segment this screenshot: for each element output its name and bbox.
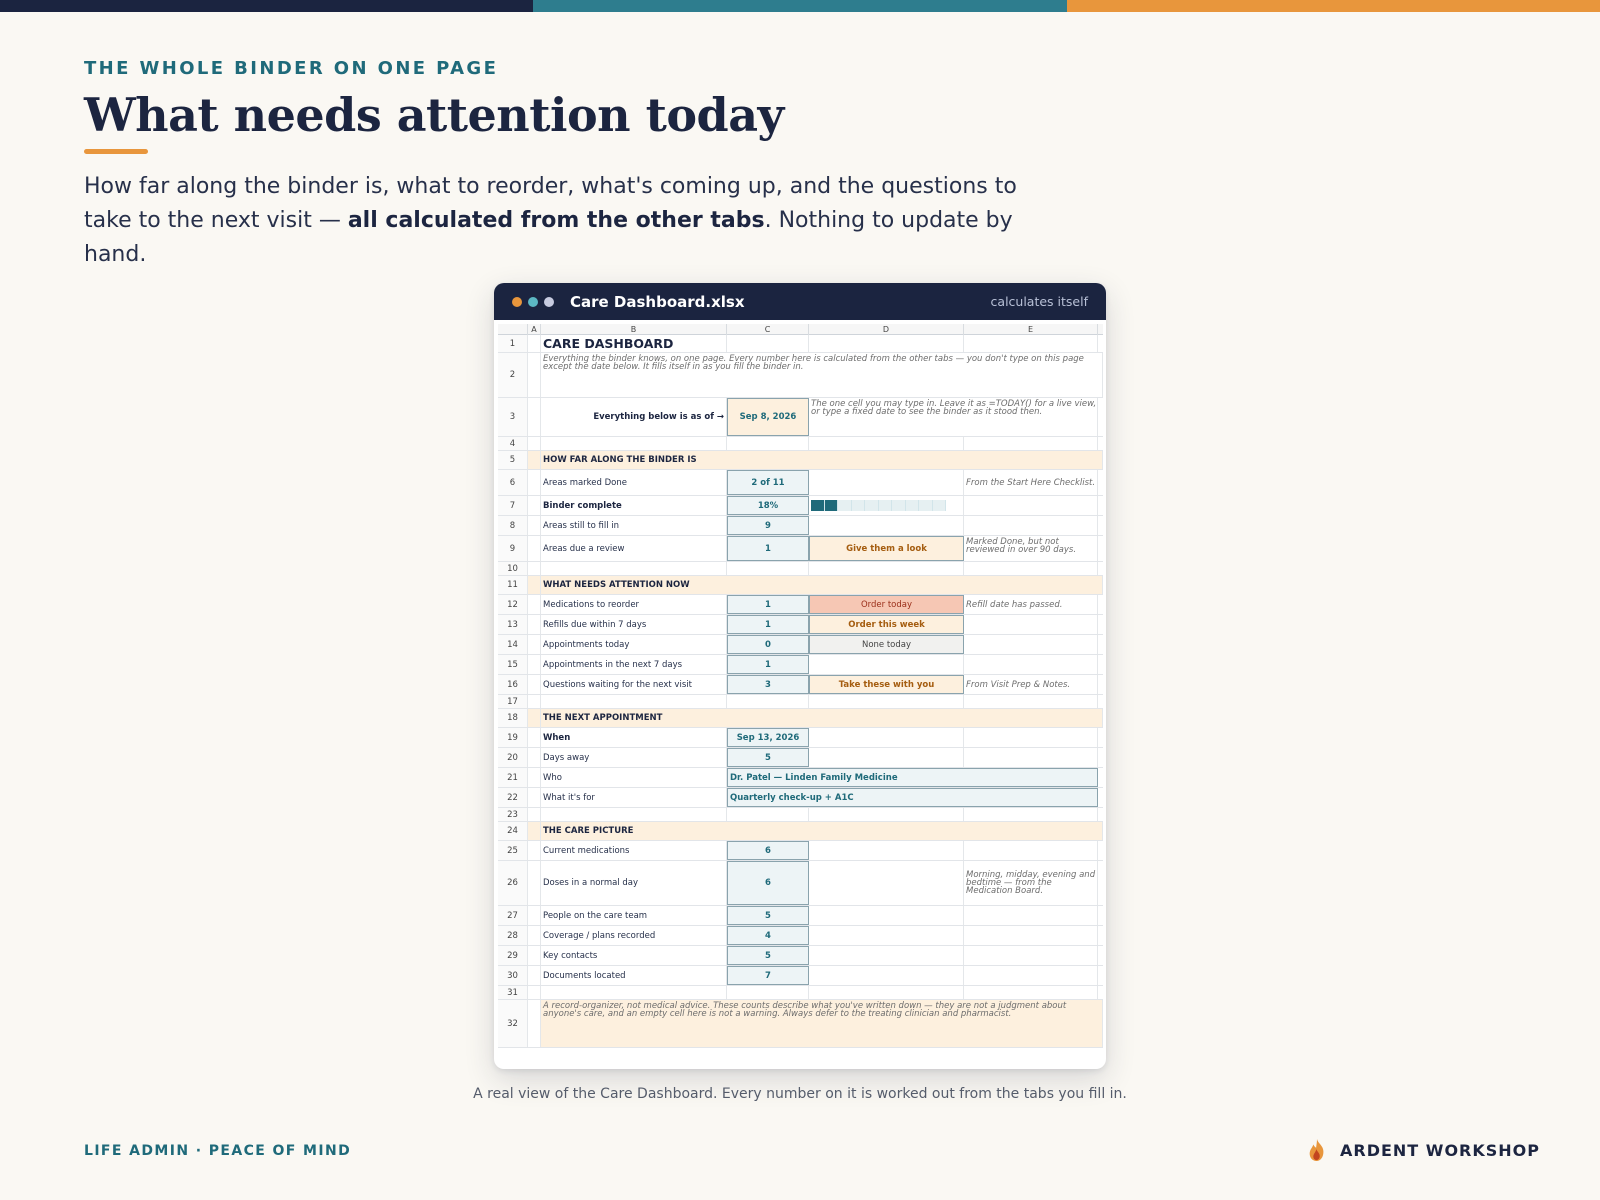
sheet-row bbox=[498, 496, 1103, 516]
cell[interactable] bbox=[528, 709, 541, 727]
cell[interactable] bbox=[528, 906, 541, 925]
progress-segment-empty bbox=[852, 500, 866, 511]
row-label[interactable]: Documents located bbox=[541, 966, 727, 985]
cell[interactable] bbox=[809, 926, 964, 945]
status-badge[interactable]: Take these with you bbox=[809, 675, 964, 694]
progress-segment-empty bbox=[879, 500, 893, 511]
sheet-row bbox=[498, 728, 1103, 748]
row-number[interactable]: 9 bbox=[498, 536, 528, 561]
section-header-row bbox=[498, 576, 1103, 595]
cell[interactable] bbox=[528, 335, 541, 352]
value-cell[interactable]: 1 bbox=[727, 536, 809, 561]
sheet-row bbox=[498, 353, 1103, 398]
appointment-who-cell[interactable]: Dr. Patel — Linden Family Medicine bbox=[727, 768, 1098, 787]
row-number[interactable]: 12 bbox=[498, 595, 528, 614]
cell[interactable] bbox=[528, 615, 541, 634]
cell[interactable] bbox=[964, 496, 1098, 515]
row-label[interactable]: Binder complete bbox=[541, 496, 727, 515]
cell[interactable] bbox=[809, 655, 964, 674]
cell[interactable] bbox=[964, 986, 1098, 999]
cell[interactable] bbox=[964, 926, 1098, 945]
cell[interactable] bbox=[528, 470, 541, 495]
cell[interactable] bbox=[809, 861, 964, 905]
footer-tagline: LIFE ADMIN · PEACE OF MIND bbox=[84, 1143, 352, 1159]
sheet-row bbox=[498, 966, 1103, 986]
status-badge[interactable]: Order this week bbox=[809, 615, 964, 634]
cell[interactable] bbox=[528, 695, 541, 708]
as-of-date-input[interactable]: Sep 8, 2026 bbox=[727, 398, 809, 436]
row-number[interactable]: 30 bbox=[498, 966, 528, 985]
progress-segment-empty bbox=[892, 500, 906, 511]
row-label[interactable]: Current medications bbox=[541, 841, 727, 860]
sheet-row bbox=[498, 695, 1103, 709]
status-badge[interactable]: None today bbox=[809, 635, 964, 654]
cell[interactable] bbox=[528, 496, 541, 515]
value-cell[interactable]: 0 bbox=[727, 635, 809, 654]
top-bar-orange-segment bbox=[1067, 0, 1600, 12]
column-header-row bbox=[498, 324, 1103, 335]
sheet-row bbox=[498, 335, 1103, 353]
cell[interactable] bbox=[964, 728, 1098, 747]
row-number[interactable]: 24 bbox=[498, 822, 528, 840]
section-header-row bbox=[498, 822, 1103, 841]
as-of-label[interactable]: Everything below is as of → bbox=[541, 398, 727, 436]
row-label[interactable]: Questions waiting for the next visit bbox=[541, 675, 727, 694]
sheet-row bbox=[498, 437, 1103, 451]
cell[interactable] bbox=[528, 748, 541, 767]
corner-cell[interactable] bbox=[498, 324, 528, 335]
row-number[interactable]: 32 bbox=[498, 1000, 528, 1047]
sheet-row bbox=[498, 1000, 1103, 1048]
section-title[interactable]: THE CARE PICTURE bbox=[541, 822, 1103, 840]
cell[interactable] bbox=[809, 966, 964, 985]
cell[interactable] bbox=[727, 986, 809, 999]
row-number[interactable]: 23 bbox=[498, 808, 528, 821]
row-number[interactable]: 8 bbox=[498, 516, 528, 535]
progress-segment-empty bbox=[933, 500, 947, 511]
section-title[interactable]: THE NEXT APPOINTMENT bbox=[541, 709, 1103, 727]
sheet-row bbox=[498, 841, 1103, 861]
cell[interactable] bbox=[964, 808, 1098, 821]
cell[interactable] bbox=[964, 946, 1098, 965]
value-cell[interactable]: 3 bbox=[727, 675, 809, 694]
value-cell[interactable]: Sep 13, 2026 bbox=[727, 728, 809, 747]
cell[interactable] bbox=[809, 748, 964, 767]
intro-note[interactable]: Everything the binder knows, on one page. Every number here is calculated from the other tabs — you don't type on this page except the date below. It fills itself in as you fill the binder in. bbox=[541, 353, 1103, 397]
cell[interactable] bbox=[809, 335, 964, 352]
cell[interactable] bbox=[964, 906, 1098, 925]
status-badge[interactable]: Order today bbox=[809, 595, 964, 614]
as-of-note[interactable]: The one cell you may type in. Leave it as =TODAY() for a live view, or type a fixed date to see the binder as it stood then. bbox=[809, 398, 1098, 436]
value-cell[interactable]: 7 bbox=[727, 966, 809, 985]
window-titlebar bbox=[494, 283, 1106, 320]
row-label[interactable]: When bbox=[541, 728, 727, 747]
spreadsheet-grid bbox=[498, 324, 1103, 1048]
row-label[interactable]: Days away bbox=[541, 748, 727, 767]
sheet-row bbox=[498, 536, 1103, 562]
cell[interactable] bbox=[964, 655, 1098, 674]
footer-brand bbox=[1306, 1138, 1540, 1162]
progress-segment-empty bbox=[838, 500, 852, 511]
row-number[interactable]: 4 bbox=[498, 437, 528, 450]
section-title[interactable]: HOW FAR ALONG THE BINDER IS bbox=[541, 451, 1103, 469]
cell[interactable] bbox=[541, 562, 727, 575]
row-label[interactable]: Areas marked Done bbox=[541, 470, 727, 495]
row-number[interactable]: 2 bbox=[498, 353, 528, 397]
row-label[interactable]: What it's for bbox=[541, 788, 727, 807]
cell[interactable] bbox=[541, 986, 727, 999]
progress-segment-empty bbox=[906, 500, 920, 511]
cell[interactable] bbox=[528, 926, 541, 945]
sheet-row bbox=[498, 986, 1103, 1000]
cell[interactable] bbox=[964, 966, 1098, 985]
cell[interactable] bbox=[727, 437, 809, 450]
row-number[interactable]: 26 bbox=[498, 861, 528, 905]
sheet-row bbox=[498, 470, 1103, 496]
page-title: What needs attention today bbox=[84, 88, 784, 142]
cell[interactable] bbox=[528, 655, 541, 674]
column-header-d[interactable]: D bbox=[809, 324, 964, 335]
binder-progress-bar bbox=[809, 496, 964, 515]
cell[interactable] bbox=[809, 437, 964, 450]
row-number[interactable]: 14 bbox=[498, 635, 528, 654]
sheet-row bbox=[498, 595, 1103, 615]
lede-bold: all calculated from the other tabs bbox=[347, 208, 765, 233]
sheet-row bbox=[498, 615, 1103, 635]
cell[interactable] bbox=[528, 841, 541, 860]
row-number[interactable]: 17 bbox=[498, 695, 528, 708]
value-cell[interactable]: 5 bbox=[727, 906, 809, 925]
sheet-row bbox=[498, 398, 1103, 437]
column-header-e[interactable]: E bbox=[964, 324, 1098, 335]
row-label[interactable]: Appointments today bbox=[541, 635, 727, 654]
sheet-row bbox=[498, 768, 1103, 788]
value-cell[interactable]: 5 bbox=[727, 748, 809, 767]
cell[interactable] bbox=[809, 695, 964, 708]
cell[interactable] bbox=[964, 695, 1098, 708]
flame-logo-icon bbox=[1306, 1138, 1328, 1162]
sheet-row bbox=[498, 808, 1103, 822]
cell[interactable] bbox=[528, 516, 541, 535]
cell[interactable] bbox=[528, 768, 541, 787]
cell[interactable] bbox=[528, 728, 541, 747]
sheet-row bbox=[498, 926, 1103, 946]
row-label[interactable]: Key contacts bbox=[541, 946, 727, 965]
row-label[interactable]: Medications to reorder bbox=[541, 595, 727, 614]
cell[interactable] bbox=[528, 1000, 541, 1047]
cell[interactable] bbox=[964, 335, 1098, 352]
cell[interactable] bbox=[809, 516, 964, 535]
row-label[interactable]: Who bbox=[541, 768, 727, 787]
sheet-row bbox=[498, 861, 1103, 906]
brand-name: ARDENT WORKSHOP bbox=[1340, 1140, 1540, 1160]
row-number[interactable]: 11 bbox=[498, 576, 528, 594]
row-number[interactable]: 13 bbox=[498, 615, 528, 634]
row-label[interactable]: People on the care team bbox=[541, 906, 727, 925]
row-number[interactable]: 7 bbox=[498, 496, 528, 515]
spreadsheet-window bbox=[494, 283, 1106, 1069]
progress-segment-empty bbox=[865, 500, 879, 511]
sheet-row bbox=[498, 946, 1103, 966]
sheet-row bbox=[498, 788, 1103, 808]
row-label[interactable]: Areas still to fill in bbox=[541, 516, 727, 535]
cell[interactable] bbox=[727, 808, 809, 821]
row-number[interactable]: 1 bbox=[498, 335, 528, 352]
appointment-purpose-cell[interactable]: Quarterly check-up + A1C bbox=[727, 788, 1098, 807]
value-cell[interactable]: 2 of 11 bbox=[727, 470, 809, 495]
cell[interactable] bbox=[964, 841, 1098, 860]
column-header-a[interactable]: A bbox=[528, 324, 541, 335]
sheet-row bbox=[498, 675, 1103, 695]
row-number[interactable]: 15 bbox=[498, 655, 528, 674]
sheet-row bbox=[498, 562, 1103, 576]
row-note[interactable]: From the Start Here Checklist. bbox=[964, 470, 1098, 495]
cell[interactable] bbox=[528, 353, 541, 397]
cell[interactable] bbox=[809, 470, 964, 495]
cell[interactable] bbox=[964, 516, 1098, 535]
cell[interactable] bbox=[964, 437, 1098, 450]
row-label[interactable]: Areas due a review bbox=[541, 536, 727, 561]
cell[interactable] bbox=[809, 841, 964, 860]
column-header-c[interactable]: C bbox=[727, 324, 809, 335]
cell[interactable] bbox=[964, 635, 1098, 654]
sheet-row bbox=[498, 516, 1103, 536]
value-cell[interactable]: 1 bbox=[727, 655, 809, 674]
progress-segment-filled bbox=[825, 500, 839, 511]
cell[interactable] bbox=[541, 437, 727, 450]
cell[interactable] bbox=[809, 728, 964, 747]
cell[interactable] bbox=[528, 437, 541, 450]
top-color-bar bbox=[0, 0, 1600, 12]
row-note[interactable]: Morning, midday, evening and bedtime — from the Medication Board. bbox=[964, 861, 1098, 905]
row-note[interactable]: Refill date has passed. bbox=[964, 595, 1098, 614]
row-label[interactable]: Appointments in the next 7 days bbox=[541, 655, 727, 674]
cell[interactable] bbox=[809, 986, 964, 999]
row-number[interactable]: 28 bbox=[498, 926, 528, 945]
cell[interactable] bbox=[727, 562, 809, 575]
value-cell[interactable]: 9 bbox=[727, 516, 809, 535]
row-number[interactable]: 25 bbox=[498, 841, 528, 860]
row-number[interactable]: 21 bbox=[498, 768, 528, 787]
cell[interactable] bbox=[541, 695, 727, 708]
top-bar-navy-segment bbox=[0, 0, 533, 12]
row-number[interactable]: 31 bbox=[498, 986, 528, 999]
section-header-row bbox=[498, 709, 1103, 728]
cell[interactable] bbox=[528, 562, 541, 575]
progress-segment-filled bbox=[811, 500, 825, 511]
row-number[interactable]: 3 bbox=[498, 398, 528, 436]
progress-segment-empty bbox=[919, 500, 933, 511]
row-number[interactable]: 18 bbox=[498, 709, 528, 727]
cell[interactable] bbox=[528, 861, 541, 905]
cell[interactable] bbox=[528, 986, 541, 999]
section-header-row bbox=[498, 451, 1103, 470]
section-title[interactable]: WHAT NEEDS ATTENTION NOW bbox=[541, 576, 1103, 594]
row-number[interactable]: 29 bbox=[498, 946, 528, 965]
eyebrow-label: THE WHOLE BINDER ON ONE PAGE bbox=[84, 58, 499, 79]
window-filename: Care Dashboard.xlsx bbox=[570, 292, 745, 311]
top-bar-teal-segment bbox=[533, 0, 1066, 12]
cell[interactable] bbox=[528, 576, 541, 594]
value-cell[interactable]: 6 bbox=[727, 861, 809, 905]
cell[interactable] bbox=[809, 946, 964, 965]
value-cell[interactable]: 6 bbox=[727, 841, 809, 860]
disclaimer-note[interactable]: A record-organizer, not medical advice. These counts describe what you've written down — they are not a judgment about anyone's care, and an empty cell here is not a warning. Always defer to the treating clinician and pharmacist. bbox=[541, 1000, 1103, 1047]
row-label[interactable]: Coverage / plans recorded bbox=[541, 926, 727, 945]
cell[interactable] bbox=[727, 695, 809, 708]
lede-text-1: How far along the binder is, what to reorder, what's coming up, and the questions to take to the next visit — bbox=[84, 174, 1017, 233]
cell[interactable] bbox=[809, 808, 964, 821]
status-badge[interactable]: Give them a look bbox=[809, 536, 964, 561]
row-label[interactable]: Refills due within 7 days bbox=[541, 615, 727, 634]
row-note[interactable]: Marked Done, but not reviewed in over 90 days. bbox=[964, 536, 1098, 561]
cell[interactable] bbox=[528, 788, 541, 807]
cell[interactable] bbox=[528, 946, 541, 965]
cell[interactable] bbox=[964, 748, 1098, 767]
row-number[interactable]: 19 bbox=[498, 728, 528, 747]
sheet-row bbox=[498, 906, 1103, 926]
lede-text-2: . Nothing to update by hand. bbox=[84, 208, 1013, 267]
column-header-b[interactable]: B bbox=[541, 324, 727, 335]
value-cell[interactable]: 4 bbox=[727, 926, 809, 945]
cell[interactable] bbox=[528, 822, 541, 840]
row-number[interactable]: 22 bbox=[498, 788, 528, 807]
row-number[interactable]: 27 bbox=[498, 906, 528, 925]
cell[interactable] bbox=[964, 615, 1098, 634]
row-note[interactable]: From Visit Prep & Notes. bbox=[964, 675, 1098, 694]
cell[interactable] bbox=[528, 675, 541, 694]
sheet-row bbox=[498, 635, 1103, 655]
cell[interactable] bbox=[528, 398, 541, 436]
title-underline bbox=[84, 149, 148, 154]
cell[interactable] bbox=[727, 335, 809, 352]
window-dot-teal-icon[interactable] bbox=[528, 297, 538, 307]
cell[interactable] bbox=[528, 808, 541, 821]
value-cell[interactable]: 18% bbox=[727, 496, 809, 515]
row-number[interactable]: 20 bbox=[498, 748, 528, 767]
screenshot-caption: A real view of the Care Dashboard. Every number on it is worked out from the tabs you fill in. bbox=[473, 1086, 1127, 1102]
cell[interactable] bbox=[809, 562, 964, 575]
cell[interactable] bbox=[964, 562, 1098, 575]
cell[interactable] bbox=[528, 635, 541, 654]
value-cell[interactable]: 1 bbox=[727, 615, 809, 634]
row-number[interactable]: 10 bbox=[498, 562, 528, 575]
row-number[interactable]: 6 bbox=[498, 470, 528, 495]
value-cell[interactable]: 1 bbox=[727, 595, 809, 614]
cell[interactable] bbox=[809, 906, 964, 925]
cell[interactable] bbox=[528, 966, 541, 985]
row-number[interactable]: 16 bbox=[498, 675, 528, 694]
window-dot-grey-icon[interactable] bbox=[544, 297, 554, 307]
row-number[interactable]: 5 bbox=[498, 451, 528, 469]
cell[interactable] bbox=[528, 451, 541, 469]
cell[interactable] bbox=[528, 595, 541, 614]
value-cell[interactable]: 5 bbox=[727, 946, 809, 965]
row-label[interactable]: Doses in a normal day bbox=[541, 861, 727, 905]
window-tag: calculates itself bbox=[990, 294, 1088, 309]
sheet-row bbox=[498, 655, 1103, 675]
cell[interactable] bbox=[528, 536, 541, 561]
cell[interactable] bbox=[541, 808, 727, 821]
sheet-title[interactable]: CARE DASHBOARD bbox=[541, 335, 727, 352]
window-dot-orange-icon[interactable] bbox=[512, 297, 522, 307]
sheet-row bbox=[498, 748, 1103, 768]
lede-paragraph bbox=[84, 170, 1064, 272]
